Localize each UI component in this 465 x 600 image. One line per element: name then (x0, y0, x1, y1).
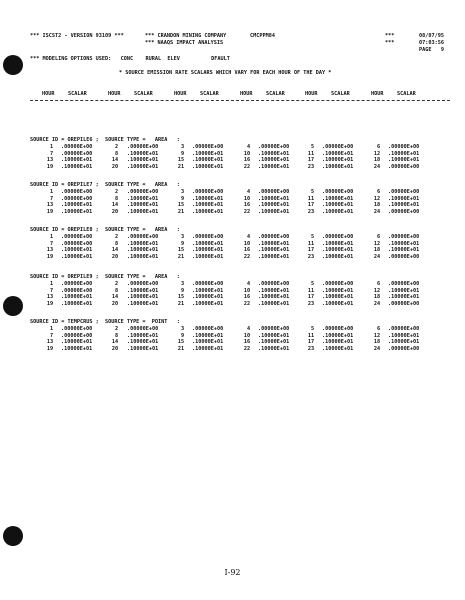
scalar-cell: .10000E+01 (127, 300, 159, 307)
scalar-cell: .10000E+01 (258, 300, 290, 307)
hour-cell: 6 (377, 144, 381, 150)
scalar-cell: .10000E+01 (322, 202, 354, 209)
scalar-cell: .10000E+01 (258, 157, 290, 164)
scalar-cell: .00000E+00 (127, 281, 159, 287)
hour-cell: 8 (115, 287, 119, 294)
scalar-cell: .00000E+00 (192, 144, 224, 150)
hour-cell: 13 (46, 247, 54, 254)
hour-cell: 18 (373, 339, 381, 346)
hour-cell: 16 (243, 294, 251, 301)
scalar-cell: .10000E+01 (258, 287, 290, 294)
hour-cell: 17 (307, 202, 315, 209)
hour-cell: 4 (247, 281, 251, 287)
scalar-cell: .00000E+00 (61, 326, 93, 332)
hour-cell: 9 (181, 150, 185, 157)
hour-cell: 8 (115, 240, 119, 247)
scalar-cell: .10000E+01 (388, 247, 420, 254)
hour-cell: 13 (46, 294, 54, 301)
scalar-cell: .10000E+01 (127, 253, 159, 260)
scalar-cell: .10000E+01 (192, 300, 224, 307)
hour-cell: 20 (111, 253, 119, 260)
hour-cell: 2 (115, 189, 119, 195)
scalar-cell: .00000E+00 (61, 240, 93, 247)
hour-cell: 5 (311, 234, 315, 240)
column-headers (0, 91, 465, 97)
scalar-cell: .00000E+00 (388, 234, 420, 240)
hour-cell: 1 (50, 189, 54, 195)
scalar-cell: .10000E+01 (322, 294, 354, 301)
col-header: SCALAR (134, 91, 153, 97)
hour-cell: 20 (111, 345, 119, 352)
scalar-cell: .10000E+01 (322, 195, 354, 202)
scalar-cell: .10000E+01 (127, 287, 159, 294)
table-row (0, 157, 465, 163)
scalar-cell: .00000E+00 (61, 195, 93, 202)
table-row (0, 281, 465, 287)
hour-cell: 1 (50, 234, 54, 240)
hour-cell: 4 (247, 189, 251, 195)
scalar-cell: .10000E+01 (388, 202, 420, 209)
hour-cell: 3 (181, 326, 185, 332)
hour-cell: 3 (181, 234, 185, 240)
col-header: HOUR (174, 91, 187, 97)
hour-cell: 20 (111, 163, 119, 170)
scalar-cell: .10000E+01 (127, 339, 159, 346)
hour-cell: 7 (50, 240, 54, 247)
table-row (0, 294, 465, 300)
scalar-cell: .00000E+00 (61, 287, 93, 294)
hour-cell: 23 (307, 300, 315, 307)
col-header: SCALAR (397, 91, 416, 97)
page-number: PAGE 9 (419, 47, 444, 53)
scalar-cell: .10000E+01 (258, 345, 290, 352)
scalar-cell: .10000E+01 (322, 345, 354, 352)
table-row (0, 202, 465, 208)
table-row (0, 247, 465, 253)
scalar-cell: .10000E+01 (127, 195, 159, 202)
hour-cell: 13 (46, 202, 54, 209)
table-row (0, 333, 465, 339)
hour-cell: 16 (243, 339, 251, 346)
scalar-cell: .00000E+00 (388, 300, 420, 307)
scalar-cell: .10000E+01 (322, 150, 354, 157)
scalar-cell: .10000E+01 (388, 287, 420, 294)
col-header: SCALAR (331, 91, 350, 97)
scalar-cell: .10000E+01 (61, 339, 93, 346)
hour-cell: 24 (373, 300, 381, 307)
hour-cell: 22 (243, 163, 251, 170)
table-row (0, 234, 465, 240)
hour-cell: 14 (111, 294, 119, 301)
scalar-cell: .00000E+00 (322, 144, 354, 150)
hour-cell: 6 (377, 234, 381, 240)
scalar-cell: .00000E+00 (61, 150, 93, 157)
hour-cell: 21 (177, 253, 185, 260)
modeling-options: *** MODELING OPTIONS USED: CONC RURAL ELEV DFAULT (30, 56, 230, 62)
scalar-cell: .10000E+01 (127, 157, 159, 164)
table-row (0, 196, 465, 202)
hour-cell: 16 (243, 247, 251, 254)
scalar-cell: .10000E+01 (61, 300, 93, 307)
scalar-cell: .10000E+01 (192, 157, 224, 164)
hour-cell: 19 (46, 208, 54, 215)
scalar-cell: .10000E+01 (322, 208, 354, 215)
hour-cell: 15 (177, 339, 185, 346)
source-header: SOURCE ID = OREPILE8 ; SOURCE TYPE = AREA : (30, 227, 180, 233)
scalar-cell: .10000E+01 (192, 163, 224, 170)
hour-cell: 21 (177, 208, 185, 215)
scalar-cell: .00000E+00 (258, 189, 290, 195)
hour-cell: 1 (50, 326, 54, 332)
scalar-cell: .10000E+01 (61, 253, 93, 260)
report-date: 08/07/95 (419, 33, 444, 39)
table-row (0, 326, 465, 332)
hour-cell: 4 (247, 234, 251, 240)
scalar-cell: .10000E+01 (388, 294, 420, 301)
hour-cell: 16 (243, 202, 251, 209)
hour-cell: 11 (307, 240, 315, 247)
scalar-cell: .10000E+01 (61, 247, 93, 254)
col-header: HOUR (371, 91, 384, 97)
hour-cell: 22 (243, 300, 251, 307)
scalar-cell: .10000E+01 (322, 247, 354, 254)
hour-cell: 10 (243, 150, 251, 157)
hour-cell: 18 (373, 247, 381, 254)
hour-cell: 14 (111, 202, 119, 209)
hour-cell: 12 (373, 287, 381, 294)
scalar-cell: .10000E+01 (127, 163, 159, 170)
scalar-cell: .10000E+01 (127, 332, 159, 339)
hour-cell: 2 (115, 234, 119, 240)
table-row (0, 339, 465, 345)
hour-cell: 19 (46, 163, 54, 170)
scalar-cell: .00000E+00 (388, 189, 420, 195)
hour-cell: 22 (243, 345, 251, 352)
hour-cell: 13 (46, 339, 54, 346)
hour-cell: 12 (373, 195, 381, 202)
scalar-cell: .00000E+00 (258, 281, 290, 287)
scalar-cell: .10000E+01 (192, 202, 224, 209)
hour-cell: 11 (307, 195, 315, 202)
hour-cell: 10 (243, 332, 251, 339)
scalar-cell: .10000E+01 (322, 300, 354, 307)
hour-cell: 10 (243, 287, 251, 294)
source-header: SOURCE ID = OREPILE6 ; SOURCE TYPE = AREA : (30, 137, 180, 143)
scalar-cell: .10000E+01 (388, 157, 420, 164)
scalar-cell: .10000E+01 (322, 332, 354, 339)
table-row (0, 151, 465, 157)
company-name: *** CRANDON MINING COMPANY (145, 33, 227, 39)
hour-cell: 17 (307, 157, 315, 164)
scalar-cell: .10000E+01 (127, 345, 159, 352)
hour-cell: 10 (243, 195, 251, 202)
table-row (0, 164, 465, 170)
scalar-cell: .10000E+01 (322, 253, 354, 260)
binder-hole-bottom (3, 526, 23, 546)
section-title: * SOURCE EMISSION RATE SCALARS WHICH VARY FOR EACH HOUR OF THE DAY * (119, 70, 332, 76)
scalar-cell: .00000E+00 (258, 234, 290, 240)
hour-cell: 1 (50, 144, 54, 150)
col-header: HOUR (240, 91, 253, 97)
scalar-cell: .10000E+01 (258, 195, 290, 202)
subtitle: *** NAAQS IMPACT ANALYSIS (145, 40, 224, 46)
hour-cell: 22 (243, 253, 251, 260)
scalar-cell: .00000E+00 (61, 281, 93, 287)
hour-cell: 7 (50, 287, 54, 294)
scalar-cell: .10000E+01 (258, 339, 290, 346)
hour-cell: 4 (247, 144, 251, 150)
table-row (0, 144, 465, 150)
table-row (0, 241, 465, 247)
scalar-cell: .10000E+01 (322, 240, 354, 247)
scalar-cell: .10000E+01 (192, 253, 224, 260)
hour-cell: 24 (373, 253, 381, 260)
scalar-cell: .00000E+00 (192, 281, 224, 287)
col-header: HOUR (108, 91, 121, 97)
scalar-cell: .00000E+00 (192, 234, 224, 240)
hour-cell: 12 (373, 150, 381, 157)
scalar-cell: .10000E+01 (322, 157, 354, 164)
scalar-cell: .00000E+00 (127, 234, 159, 240)
scalar-cell: .00000E+00 (192, 326, 224, 332)
scalar-cell: .10000E+01 (258, 294, 290, 301)
scalar-cell: .10000E+01 (192, 247, 224, 254)
hour-cell: 23 (307, 163, 315, 170)
scalar-cell: .10000E+01 (322, 287, 354, 294)
scalar-cell: .00000E+00 (322, 234, 354, 240)
scalar-cell: .00000E+00 (388, 345, 420, 352)
table-row (0, 288, 465, 294)
hour-cell: 6 (377, 326, 381, 332)
report-time: 07:03:56 (419, 40, 444, 46)
scalar-cell: .10000E+01 (258, 163, 290, 170)
hour-cell: 5 (311, 189, 315, 195)
hour-cell: 5 (311, 326, 315, 332)
hour-cell: 9 (181, 332, 185, 339)
scalar-cell: .10000E+01 (258, 247, 290, 254)
scalar-cell: .00000E+00 (388, 326, 420, 332)
hour-cell: 3 (181, 281, 185, 287)
scalar-cell: .10000E+01 (388, 240, 420, 247)
scalar-cell: .00000E+00 (388, 253, 420, 260)
scalar-cell: .10000E+01 (61, 163, 93, 170)
hour-cell: 11 (307, 332, 315, 339)
hour-cell: 15 (177, 247, 185, 254)
source-header: SOURCE ID = TEMPCRUS ; SOURCE TYPE = POINT : (30, 319, 180, 325)
hour-cell: 12 (373, 240, 381, 247)
stars-right-1: *** (385, 33, 395, 39)
header-divider (30, 100, 450, 101)
hour-cell: 8 (115, 150, 119, 157)
scalar-cell: .10000E+01 (258, 202, 290, 209)
hour-cell: 24 (373, 345, 381, 352)
scalar-cell: .10000E+01 (127, 247, 159, 254)
hour-cell: 14 (111, 247, 119, 254)
hour-cell: 12 (373, 332, 381, 339)
scalar-cell: .00000E+00 (192, 189, 224, 195)
scalar-cell: .10000E+01 (322, 163, 354, 170)
scalar-cell: .10000E+01 (61, 294, 93, 301)
scalar-cell: .10000E+01 (388, 195, 420, 202)
scalar-cell: .00000E+00 (322, 189, 354, 195)
hour-cell: 23 (307, 345, 315, 352)
hour-cell: 7 (50, 332, 54, 339)
scalar-cell: .10000E+01 (127, 202, 159, 209)
hour-cell: 19 (46, 345, 54, 352)
hour-cell: 11 (307, 150, 315, 157)
scalar-cell: .00000E+00 (61, 234, 93, 240)
hour-cell: 21 (177, 345, 185, 352)
scalar-cell: .00000E+00 (388, 163, 420, 170)
scalar-cell: .10000E+01 (192, 195, 224, 202)
hour-cell: 20 (111, 208, 119, 215)
scalar-cell: .10000E+01 (192, 332, 224, 339)
hour-cell: 15 (177, 294, 185, 301)
hour-cell: 18 (373, 202, 381, 209)
scalar-cell: .10000E+01 (192, 345, 224, 352)
page-footer: I-92 (224, 568, 241, 577)
scalar-cell: .00000E+00 (388, 208, 420, 215)
scalar-cell: .10000E+01 (192, 240, 224, 247)
hour-cell: 15 (177, 157, 185, 164)
hour-cell: 21 (177, 163, 185, 170)
scalar-cell: .00000E+00 (127, 326, 159, 332)
hour-cell: 14 (111, 157, 119, 164)
scalar-cell: .10000E+01 (61, 202, 93, 209)
table-row (0, 346, 465, 352)
scalar-cell: .10000E+01 (258, 253, 290, 260)
source-header: SOURCE ID = OREPILE7 ; SOURCE TYPE = AREA : (30, 182, 180, 188)
hour-cell: 23 (307, 208, 315, 215)
hour-cell: 17 (307, 247, 315, 254)
hour-cell: 5 (311, 144, 315, 150)
table-row (0, 209, 465, 215)
hour-cell: 3 (181, 144, 185, 150)
scalar-cell: .10000E+01 (127, 294, 159, 301)
scalar-cell: .00000E+00 (322, 281, 354, 287)
col-header: HOUR (42, 91, 55, 97)
col-header: SCALAR (68, 91, 87, 97)
scalar-cell: .00000E+00 (61, 189, 93, 195)
hour-cell: 19 (46, 300, 54, 307)
table-row (0, 301, 465, 307)
table-row (0, 189, 465, 195)
hour-cell: 9 (181, 287, 185, 294)
scalar-cell: .10000E+01 (192, 208, 224, 215)
scalar-cell: .00000E+00 (258, 326, 290, 332)
scalar-cell: .00000E+00 (127, 144, 159, 150)
scalar-cell: .10000E+01 (61, 157, 93, 164)
hour-cell: 8 (115, 195, 119, 202)
hour-cell: 14 (111, 339, 119, 346)
col-header: HOUR (305, 91, 318, 97)
program-version: *** ISCST2 - VERSION 93109 *** (30, 33, 124, 39)
hour-cell: 17 (307, 339, 315, 346)
hour-cell: 5 (311, 281, 315, 287)
run-id: CMCPPM84 (250, 33, 275, 39)
scalar-cell: .00000E+00 (388, 144, 420, 150)
hour-cell: 17 (307, 294, 315, 301)
hour-cell: 15 (177, 202, 185, 209)
hour-cell: 23 (307, 253, 315, 260)
hour-cell: 24 (373, 208, 381, 215)
hour-cell: 7 (50, 195, 54, 202)
hour-cell: 1 (50, 281, 54, 287)
scalar-cell: .00000E+00 (61, 144, 93, 150)
hour-cell: 11 (307, 287, 315, 294)
scalar-cell: .10000E+01 (192, 339, 224, 346)
hour-cell: 20 (111, 300, 119, 307)
scalar-cell: .10000E+01 (388, 339, 420, 346)
hour-cell: 7 (50, 150, 54, 157)
stars-right-2: *** (385, 40, 395, 46)
hour-cell: 24 (373, 163, 381, 170)
scalar-cell: .10000E+01 (192, 150, 224, 157)
scalar-cell: .10000E+01 (388, 150, 420, 157)
scalar-cell: .10000E+01 (258, 208, 290, 215)
col-header: SCALAR (200, 91, 219, 97)
scalar-cell: .10000E+01 (388, 332, 420, 339)
scalar-cell: .00000E+00 (388, 281, 420, 287)
scalar-cell: .10000E+01 (61, 208, 93, 215)
hour-cell: 9 (181, 240, 185, 247)
hour-cell: 10 (243, 240, 251, 247)
scalar-cell: .10000E+01 (192, 287, 224, 294)
scalar-cell: .10000E+01 (127, 150, 159, 157)
hour-cell: 8 (115, 332, 119, 339)
hour-cell: 3 (181, 189, 185, 195)
scalar-cell: .10000E+01 (258, 150, 290, 157)
hour-cell: 9 (181, 195, 185, 202)
scalar-cell: .10000E+01 (61, 345, 93, 352)
scalar-cell: .00000E+00 (61, 332, 93, 339)
binder-hole-top (3, 55, 23, 75)
scalar-cell: .10000E+01 (127, 208, 159, 215)
source-header: SOURCE ID = OREPILE9 ; SOURCE TYPE = AREA : (30, 274, 180, 280)
scalar-cell: .00000E+00 (258, 144, 290, 150)
scalar-cell: .10000E+01 (258, 240, 290, 247)
hour-cell: 4 (247, 326, 251, 332)
hour-cell: 22 (243, 208, 251, 215)
col-header: SCALAR (266, 91, 285, 97)
hour-cell: 6 (377, 281, 381, 287)
hour-cell: 13 (46, 157, 54, 164)
hour-cell: 21 (177, 300, 185, 307)
scalar-cell: .00000E+00 (322, 326, 354, 332)
scalar-cell: .00000E+00 (127, 189, 159, 195)
hour-cell: 2 (115, 281, 119, 287)
hour-cell: 18 (373, 294, 381, 301)
hour-cell: 18 (373, 157, 381, 164)
hour-cell: 16 (243, 157, 251, 164)
scalar-cell: .10000E+01 (322, 339, 354, 346)
table-row (0, 254, 465, 260)
hour-cell: 6 (377, 189, 381, 195)
scalar-cell: .10000E+01 (192, 294, 224, 301)
hour-cell: 2 (115, 144, 119, 150)
hour-cell: 2 (115, 326, 119, 332)
scalar-cell: .10000E+01 (258, 332, 290, 339)
hour-cell: 19 (46, 253, 54, 260)
scalar-cell: .10000E+01 (127, 240, 159, 247)
